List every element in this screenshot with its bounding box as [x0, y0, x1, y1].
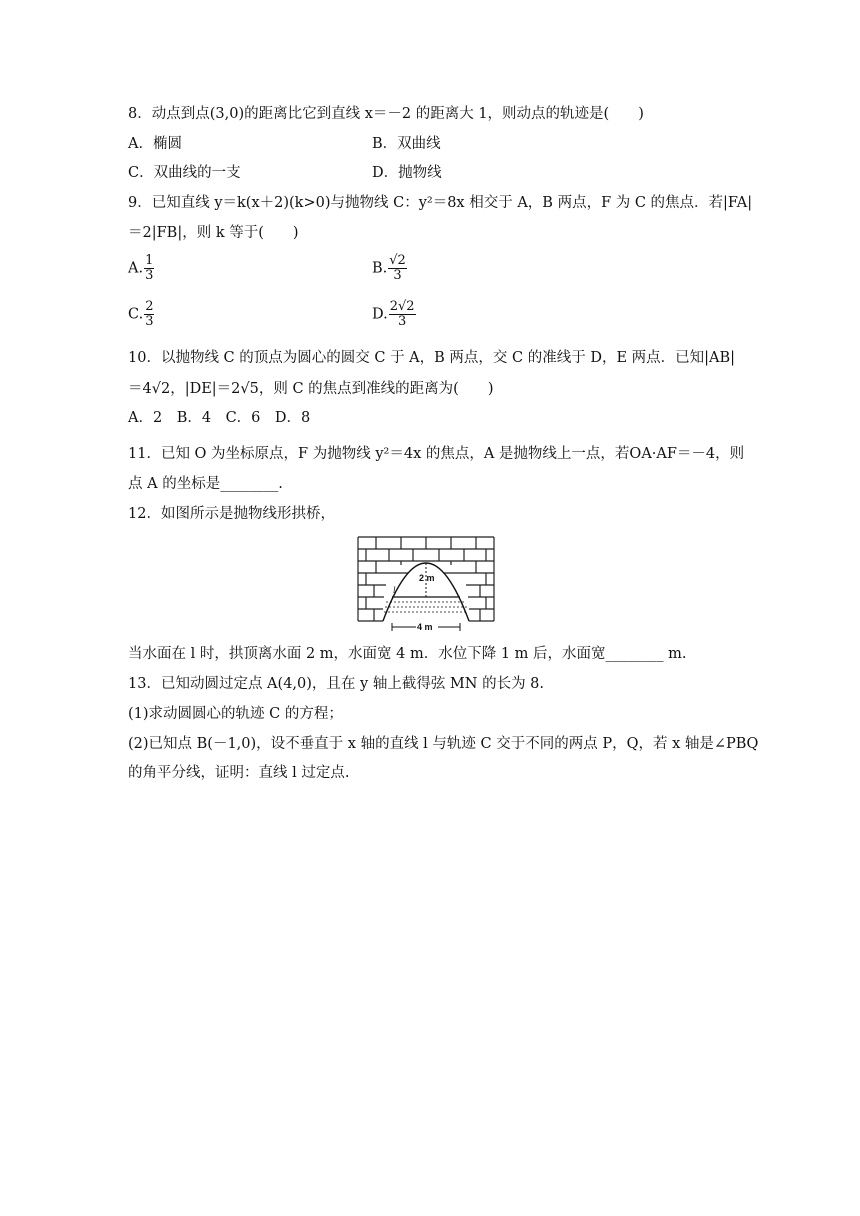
height-label: 2 m: [419, 573, 435, 583]
q13-part2-line1: (2)已知点 B(－1,0)，设不垂直于 x 轴的直线 l 与轨迹 C 交于不同的两点 P，Q，若 x 轴是∠PBQ: [128, 736, 759, 752]
width-label: 4 m: [417, 622, 433, 632]
q9-option-a-denominator: 3: [145, 268, 154, 283]
q9-option-a-numerator: 1: [145, 253, 154, 268]
water-level-label-l: l: [393, 585, 396, 595]
q8-option-c: C．双曲线的一支: [128, 165, 241, 181]
q9-option-d-denominator: 3: [397, 314, 407, 329]
q9-option-c-numerator: 2: [145, 299, 154, 314]
q9-option-c-label: C.: [128, 306, 144, 323]
q8-stem: 8．动点到点(3,0)的距离比它到直线 x＝－2 的距离大 1，则动点的轨迹是( ): [128, 106, 644, 122]
q11-stem-line1: 11．已知 O 为坐标原点，F 为抛物线 y²＝4x 的焦点，A 是抛物线上一点，若OA·AF＝－4，则: [128, 446, 745, 462]
q10-stem-line2: ＝4√2，|DE|＝2√5，则 C 的焦点到准线的距离为( ): [128, 381, 494, 397]
q9-option-d-fraction: [389, 300, 416, 329]
q9-option-a-label: A.: [128, 260, 144, 277]
q10-stem-line1: 10．以抛物线 C 的顶点为圆心的圆交 C 于 A，B 两点，交 C 的准线于 D，E 两点．已知|AB|: [128, 350, 736, 366]
q10-options: A．2 B．4 C．6 D．8: [128, 410, 311, 426]
q9-option-b-fraction: [388, 254, 407, 283]
q12-stem-line1: 12．如图所示是抛物线形拱桥，: [128, 506, 335, 522]
q8-option-b: B．双曲线: [372, 136, 441, 152]
q8-option-d: D．抛物线: [372, 165, 442, 181]
q9-stem-line2: ＝2|FB|，则 k 等于( ): [128, 225, 299, 241]
q9-option-a-fraction: [144, 254, 154, 283]
q9-option-d-label: D.: [372, 306, 388, 323]
q13-part2-line2: 的角平分线，证明：直线 l 过定点.: [128, 765, 350, 781]
q9-option-a: [128, 254, 154, 283]
q9-option-b-denominator: 3: [393, 268, 402, 283]
q8-option-a: A．椭圆: [128, 136, 182, 152]
q9-option-d: [372, 300, 416, 329]
arch-bridge-figure: [356, 535, 496, 635]
q9-stem-line1: 9．已知直线 y＝k(x＋2)(k>0)与抛物线 C：y²＝8x 相交于 A，B 两点，F 为 C 的焦点．若|FA|: [128, 195, 753, 211]
q9-option-c-fraction: [144, 300, 154, 329]
q11-stem-line2: 点 A 的坐标是________.: [128, 476, 283, 492]
q9-option-c-denominator: 3: [145, 314, 154, 329]
q12-stem-line2: 当水面在 l 时，拱顶离水面 2 m，水面宽 4 m．水位下降 1 m 后，水面宽________ m.: [128, 646, 687, 662]
q13-stem: 13．已知动圆过定点 A(4,0)，且在 y 轴上截得弦 MN 的长为 8.: [128, 676, 545, 692]
q9-option-c: [128, 300, 154, 329]
q9-option-b-numerator: √2: [389, 253, 406, 268]
q13-part1: (1)求动圆圆心的轨迹 C 的方程；: [128, 706, 343, 722]
q9-option-b: [372, 254, 407, 283]
q9-option-b-label: B.: [372, 260, 388, 277]
q9-option-d-numerator: 2√2: [389, 299, 415, 314]
